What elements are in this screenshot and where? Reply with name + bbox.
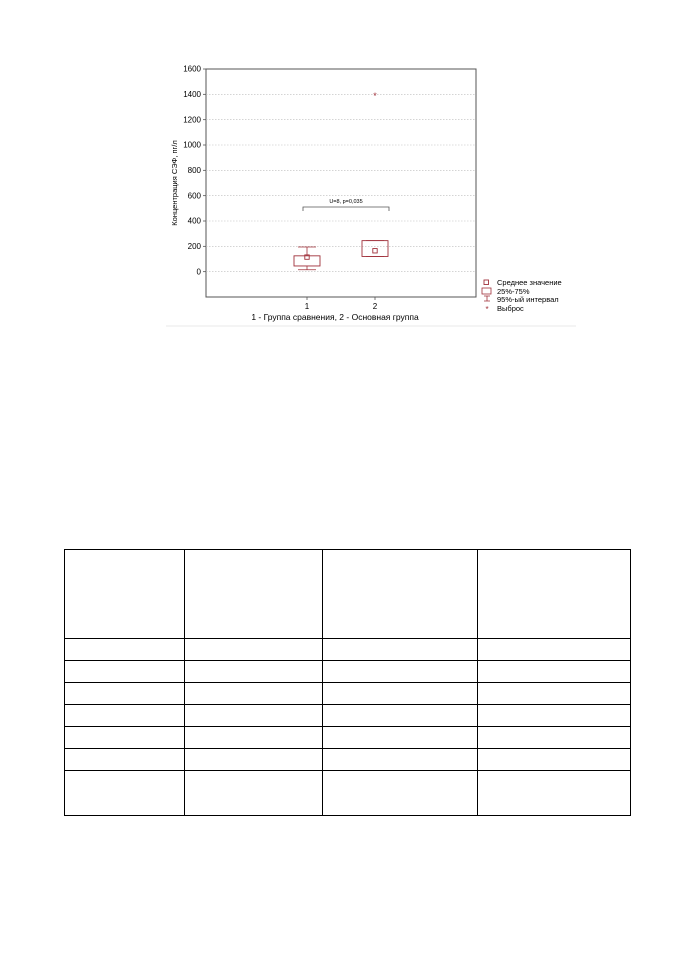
y-tick-label: 800	[187, 166, 201, 176]
legend-item-whisker: 95%-ый интервал	[497, 295, 559, 304]
legend-mean-icon	[484, 280, 489, 285]
table-cell	[185, 727, 323, 749]
table-cell	[65, 749, 185, 771]
table-cell	[323, 727, 478, 749]
table-row	[65, 639, 631, 661]
box-group-2	[362, 91, 388, 256]
legend-box-icon	[482, 288, 491, 294]
legend-outlier-icon: *	[485, 305, 489, 314]
table-cell	[65, 683, 185, 705]
x-tick-label: 1	[304, 302, 310, 311]
table-cell	[478, 727, 631, 749]
table-cell	[65, 639, 185, 661]
table-cell	[65, 661, 185, 683]
table-cell	[323, 683, 478, 705]
y-tick-label: 1400	[183, 90, 201, 100]
table-cell	[323, 771, 478, 816]
legend-item-mean: Среднее значение	[497, 278, 562, 287]
x-tick-label: 2	[372, 302, 378, 311]
table-cell	[323, 550, 478, 639]
table-cell	[478, 639, 631, 661]
table-cell	[65, 705, 185, 727]
box-plot-chart	[160, 55, 580, 330]
data-table	[64, 549, 631, 816]
box-group-1	[294, 247, 320, 270]
table-row	[65, 771, 631, 816]
significance-annotation: U=8, p=0,035	[329, 199, 363, 205]
y-tick-label: 0	[196, 267, 201, 277]
x-axis-label: 1 - Группа сравнения, 2 - Основная группа	[251, 312, 419, 322]
table-cell	[185, 639, 323, 661]
table-row	[65, 550, 631, 639]
y-tick-label: 400	[187, 216, 201, 226]
table-cell	[478, 683, 631, 705]
table-cell	[323, 639, 478, 661]
table-cell	[478, 771, 631, 816]
legend-whisker-icon	[484, 296, 490, 301]
table-cell	[185, 661, 323, 683]
outlier-marker: *	[373, 91, 377, 102]
chart-svg	[160, 55, 580, 330]
table-cell	[323, 749, 478, 771]
y-tick-label: 600	[187, 191, 201, 201]
table-cell	[185, 705, 323, 727]
table-cell	[478, 705, 631, 727]
table-row	[65, 661, 631, 683]
table-row	[65, 683, 631, 705]
table-cell	[323, 705, 478, 727]
table-row	[65, 727, 631, 749]
table-cell	[185, 749, 323, 771]
legend-item-box: 25%-75%	[497, 287, 530, 296]
table-cell	[65, 550, 185, 639]
iqr-box	[294, 256, 320, 266]
table-cell	[478, 661, 631, 683]
legend-item-outlier: Выброс	[497, 304, 524, 313]
y-tick-label: 1200	[183, 115, 201, 125]
mean-marker	[373, 249, 377, 253]
table-cell	[323, 661, 478, 683]
table-cell	[185, 550, 323, 639]
table-row	[65, 749, 631, 771]
table-cell	[478, 749, 631, 771]
plot-area	[206, 69, 476, 297]
y-tick-label: 1600	[183, 64, 201, 74]
table-cell	[65, 771, 185, 816]
table-cell	[185, 771, 323, 816]
y-tick-label: 1000	[183, 140, 201, 150]
significance-bracket	[303, 207, 389, 211]
legend	[482, 278, 562, 314]
y-axis-label: Концентрация СЭФ, пг/л	[170, 140, 179, 226]
table-cell	[478, 550, 631, 639]
table-cell	[185, 683, 323, 705]
y-tick-label: 200	[187, 242, 201, 252]
table-row	[65, 705, 631, 727]
table-cell	[65, 727, 185, 749]
